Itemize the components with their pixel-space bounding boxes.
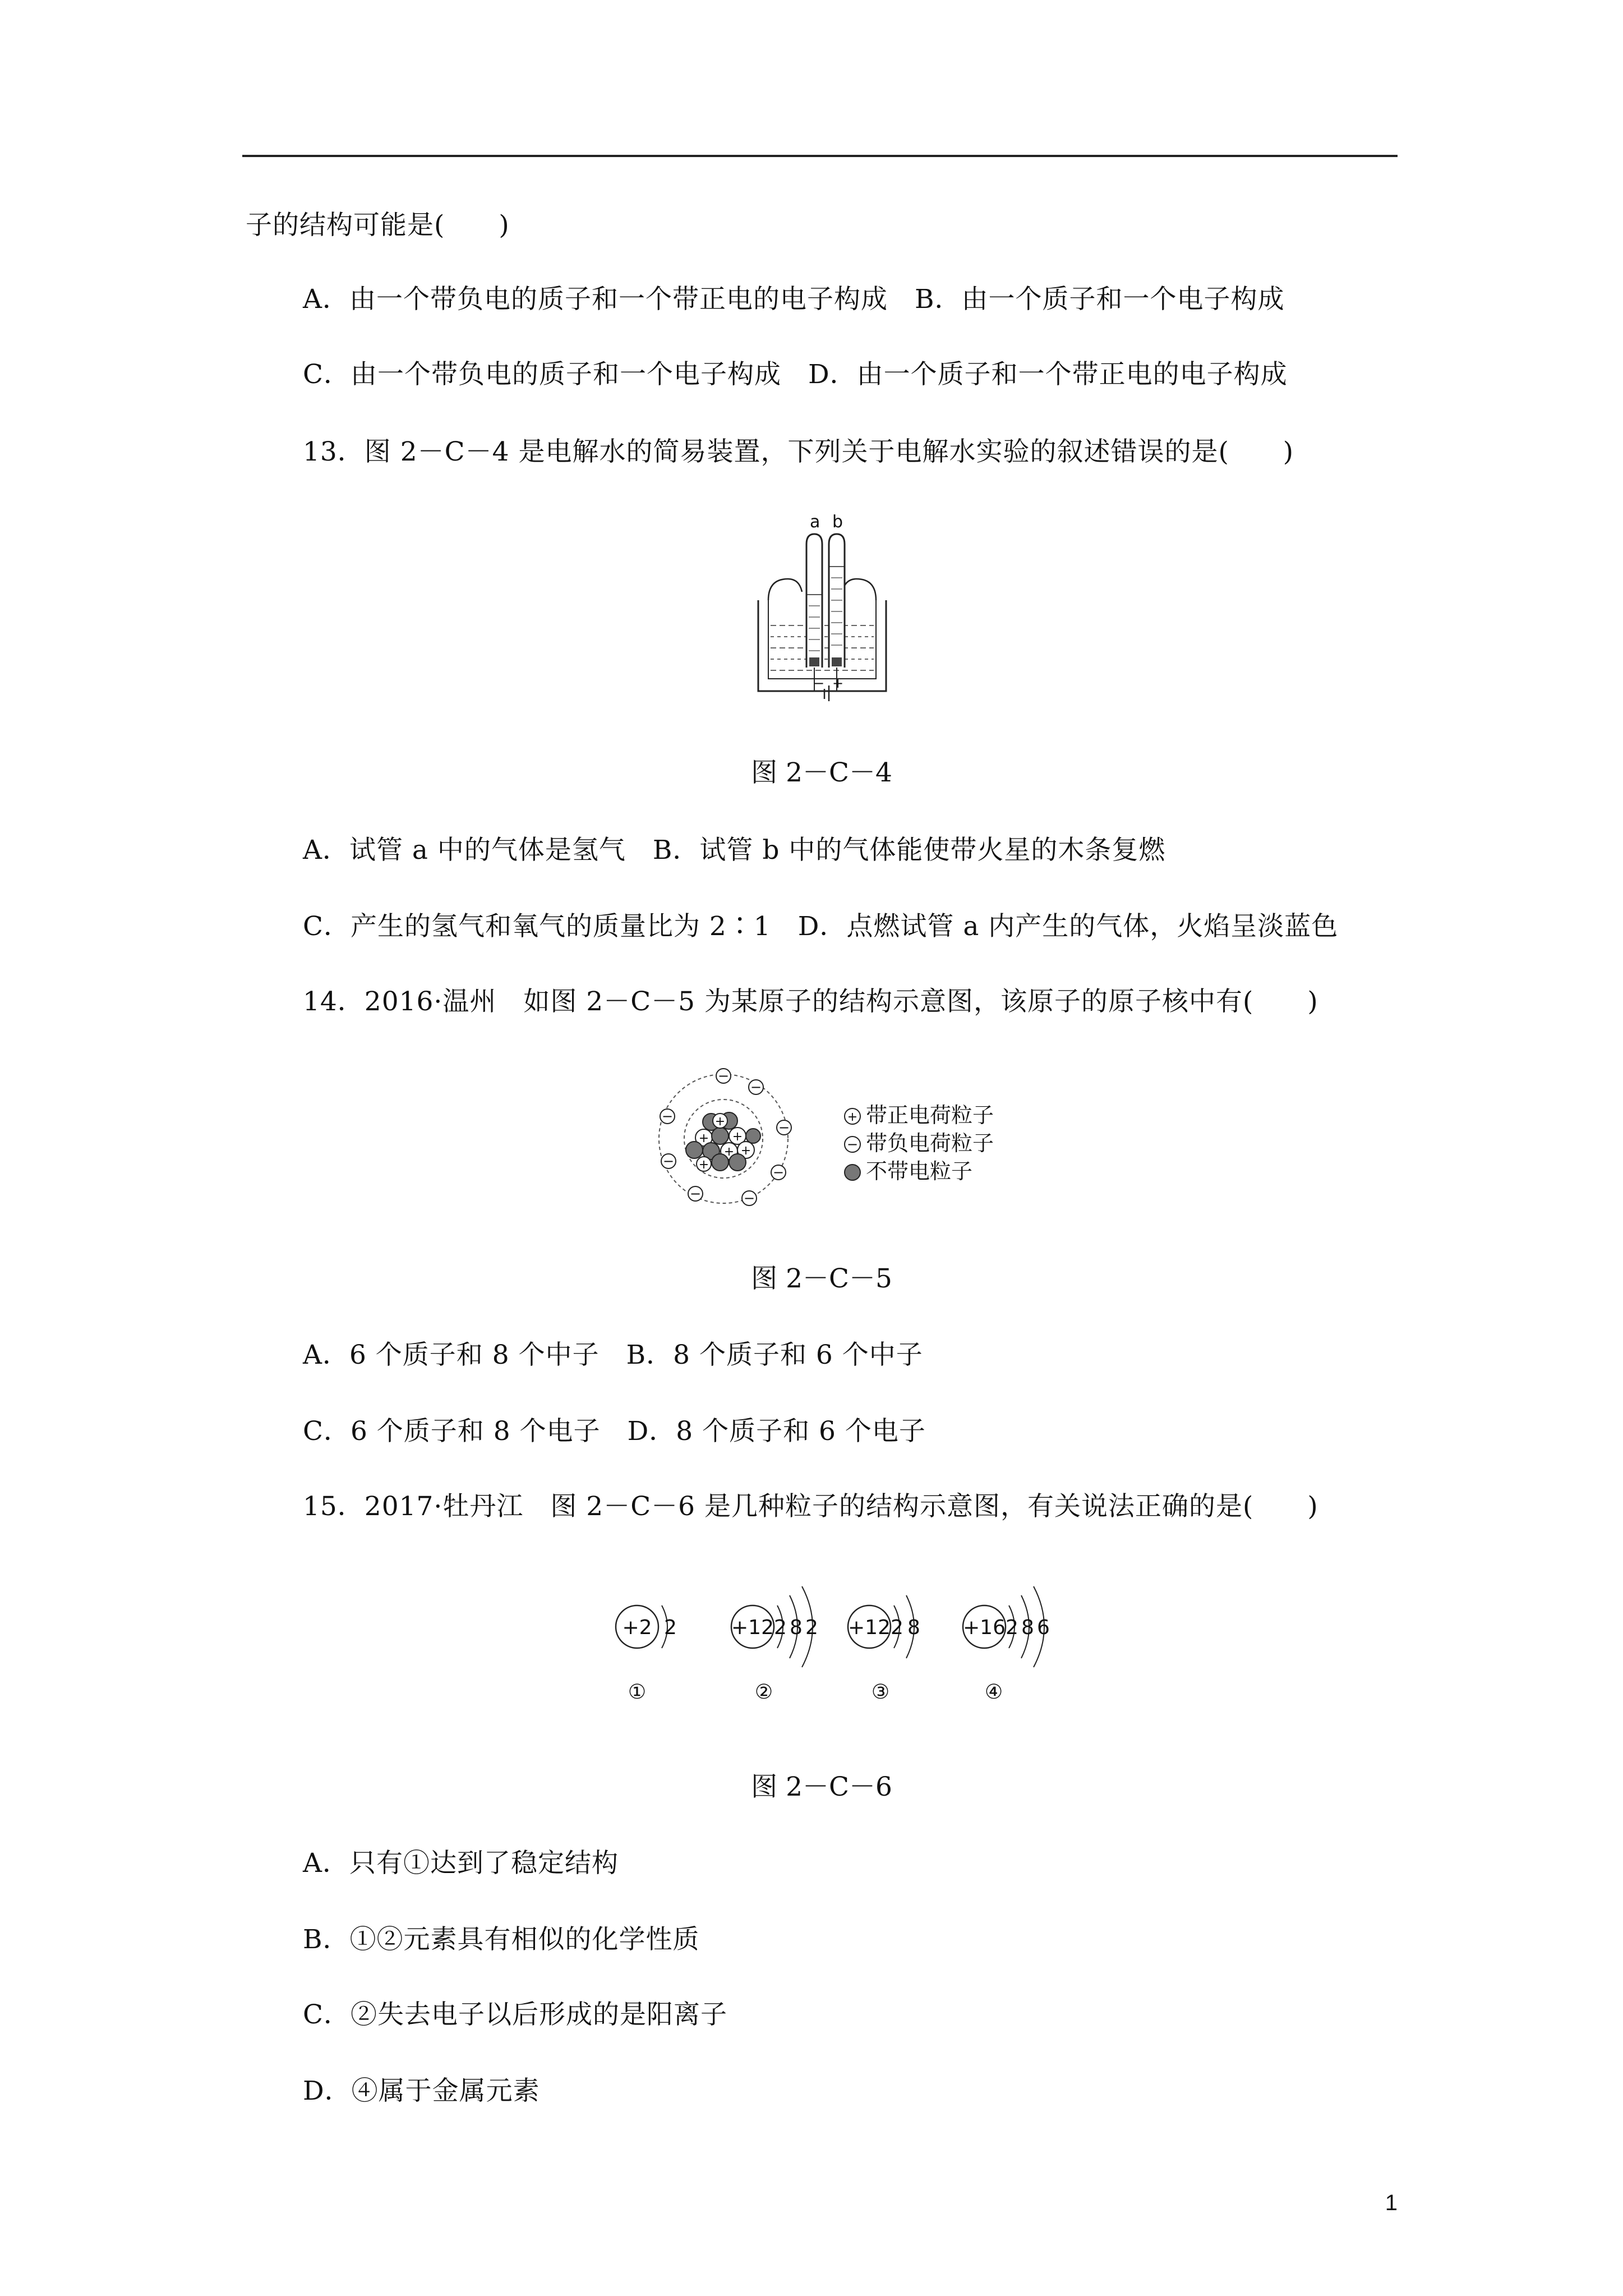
particle-4-nucleus: +16	[963, 1616, 1006, 1639]
page-number: 1	[1385, 2191, 1398, 2215]
electron-mark: −	[750, 1079, 762, 1095]
particle-3-shell-2: 8	[907, 1616, 920, 1639]
electron-mark: −	[689, 1186, 702, 1202]
electrolysis-apparatus-figure	[746, 510, 897, 701]
figure-caption-2c4: 图 2－C－4	[751, 757, 892, 788]
q13-stem: 13．图 2－C－4 是电解水的简易装置，下列关于电解水实验的叙述错误的是( )	[303, 436, 1294, 467]
q13-options-row1: A．试管 a 中的气体是氢气 B．试管 b 中的气体能使带火星的木条复燃	[303, 835, 1166, 866]
particle-1-nucleus: +2	[622, 1616, 652, 1639]
electron-mark: −	[662, 1153, 675, 1169]
nucleus-proton-mark: +	[723, 1145, 735, 1159]
particle-4-shell-2: 8	[1021, 1616, 1034, 1639]
particle-4-label: ④	[984, 1681, 1003, 1704]
electron-mark: −	[778, 1120, 790, 1135]
particle-2-nucleus: +12	[731, 1616, 774, 1639]
electron-mark: −	[743, 1190, 755, 1206]
electron-mark: −	[661, 1108, 674, 1124]
nucleus-proton-mark: +	[698, 1131, 709, 1145]
electron-mark: −	[772, 1165, 785, 1180]
nucleus-proton-mark: +	[714, 1115, 726, 1129]
nucleus-proton-mark: +	[698, 1158, 709, 1172]
figure-caption-2c5: 图 2－C－5	[751, 1263, 892, 1294]
q12-stem-tail: 子的结构可能是( )	[246, 210, 510, 241]
q15-option-d: D．④属于金属元素	[303, 2076, 540, 2106]
particle-3-label: ③	[871, 1681, 890, 1704]
header-rule	[242, 155, 1398, 157]
particle-4-shell-3: 6	[1037, 1616, 1050, 1639]
legend-neutral-label: 不带电粒子	[866, 1159, 973, 1184]
q12-options-row2: C．由一个带负电的质子和一个电子构成 D．由一个质子和一个带正电的电子构成	[303, 359, 1288, 390]
particle-3-shell-1: 2	[891, 1616, 903, 1639]
nucleus-proton-mark: +	[740, 1144, 751, 1158]
tube-a-label: a	[810, 512, 820, 532]
q12-options-row1: A．由一个带负电的质子和一个带正电的电子构成 B．由一个质子和一个电子构成	[303, 284, 1285, 315]
particle-4-shell-1: 2	[1006, 1616, 1018, 1639]
battery-minus-label: −	[813, 675, 825, 691]
q15-option-c: C．②失去电子以后形成的是阳离子	[303, 1999, 727, 2030]
legend-plus-icon: +	[847, 1110, 858, 1124]
battery-plus-label: +	[832, 675, 844, 691]
particle-2-shell-3: 2	[805, 1616, 818, 1639]
q14-options-row2: C．6 个质子和 8 个电子 D．8 个质子和 6 个电子	[303, 1416, 926, 1447]
particle-1-label: ①	[628, 1681, 647, 1704]
q15-option-b: B．①②元素具有相似的化学性质	[303, 1924, 700, 1955]
legend-minus-icon: −	[846, 1137, 859, 1152]
legend-positive-label: 带正电荷粒子	[866, 1103, 994, 1128]
particle-2-shell-1: 2	[774, 1616, 787, 1639]
q14-options-row1: A．6 个质子和 8 个中子 B．8 个质子和 6 个中子	[303, 1340, 923, 1370]
particle-3-nucleus: +12	[848, 1616, 891, 1639]
q15-stem: 15．2017·牡丹江 图 2－C－6 是几种粒子的结构示意图，有关说法正确的是( )	[303, 1491, 1318, 1522]
particle-2-label: ②	[754, 1681, 773, 1704]
particle-1-shell-1: 2	[664, 1616, 677, 1639]
figure-caption-2c6: 图 2－C－6	[751, 1772, 892, 1802]
particle-2-shell-2: 8	[790, 1616, 803, 1639]
q13-options-row2: C．产生的氢气和氧气的质量比为 2∶1 D．点燃试管 a 内产生的气体，火焰呈淡蓝色	[303, 911, 1339, 942]
nucleus-proton-mark: +	[732, 1130, 743, 1144]
legend-negative-label: 带负电荷粒子	[866, 1131, 994, 1156]
q15-option-a: A．只有①达到了稳定结构	[303, 1848, 619, 1879]
atom-structure-figure	[651, 1066, 1009, 1212]
tube-b-label: b	[832, 512, 843, 532]
electron-mark: −	[717, 1068, 730, 1084]
particle-structure-figure	[606, 1571, 1110, 1717]
q14-stem: 14．2016·温州 如图 2－C－5 为某原子的结构示意图，该原子的原子核中有( )	[303, 986, 1318, 1017]
